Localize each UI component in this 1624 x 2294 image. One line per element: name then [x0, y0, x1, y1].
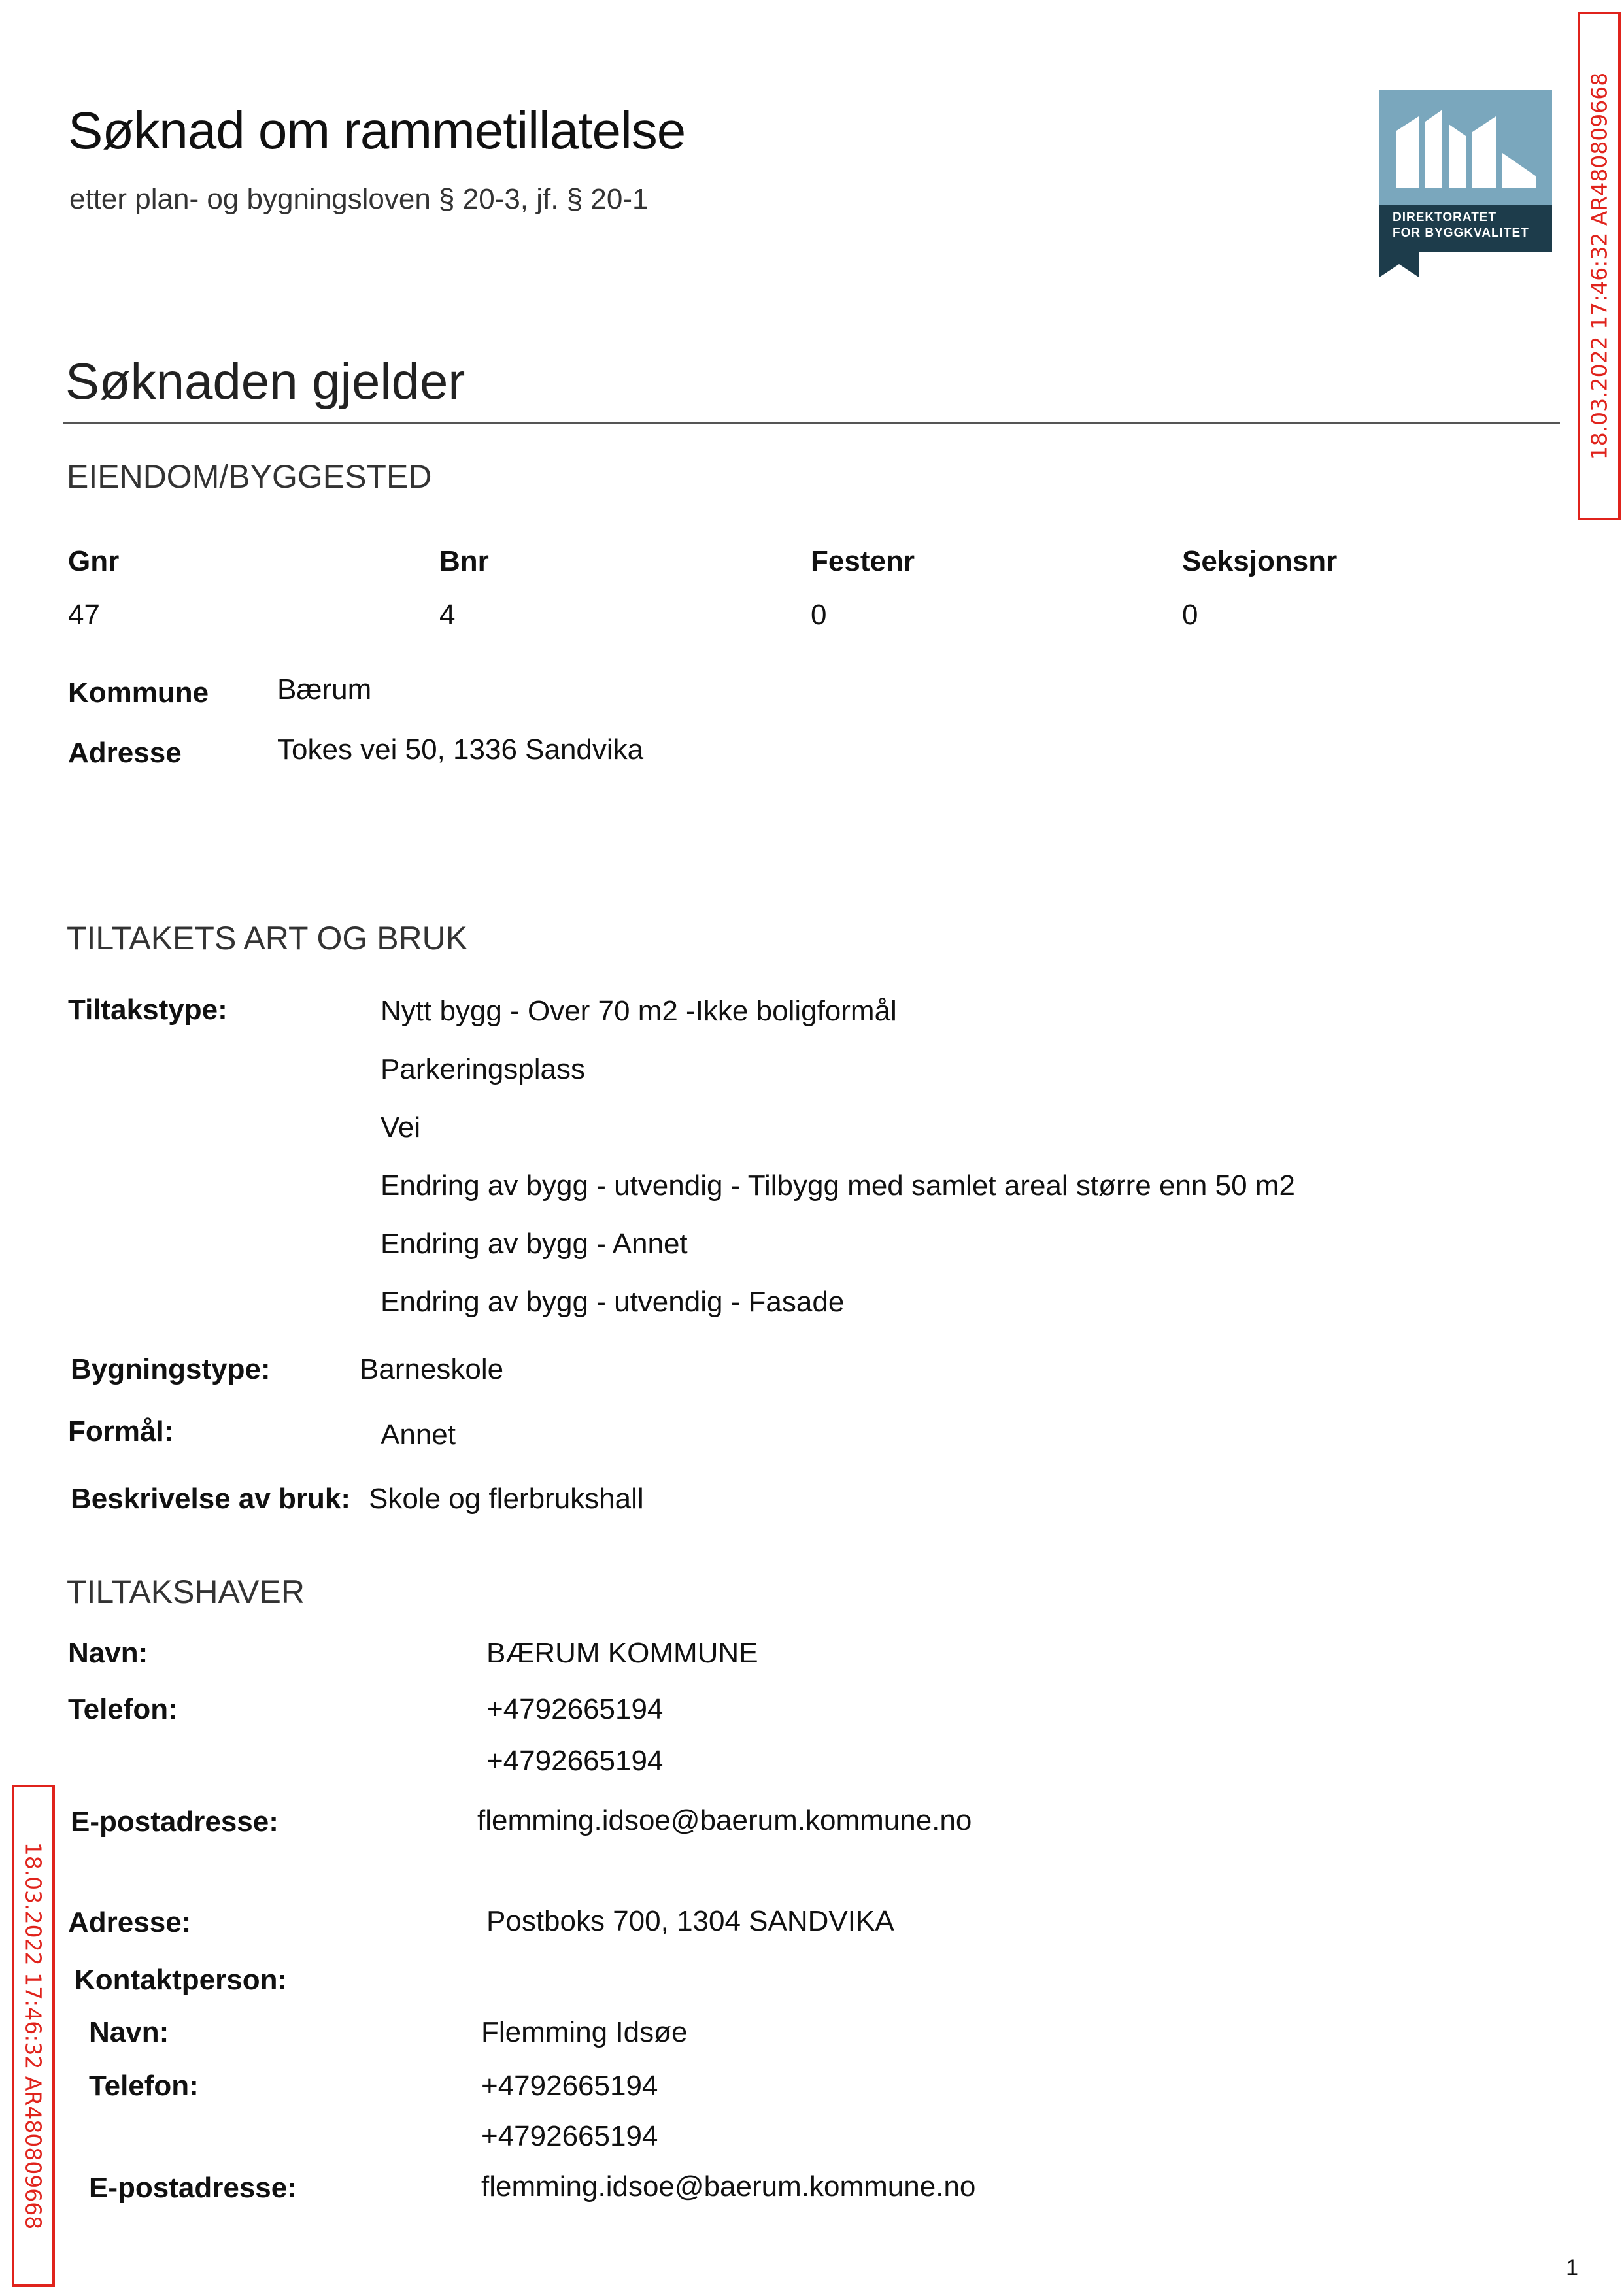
festenr-value: 0 — [811, 599, 827, 631]
kontaktperson-label: Kontaktperson: — [75, 1964, 288, 1996]
section-divider — [63, 422, 1560, 424]
kontakt-epost-label: E-postadresse: — [89, 2172, 297, 2204]
archive-stamp-bottom — [12, 1785, 55, 2287]
festenr-label: Festenr — [811, 545, 915, 577]
tiltakstype-item: Endring av bygg - utvendig - Tilbygg med samlet areal større enn 50 m2 — [381, 1170, 1295, 1202]
tiltakstype-item: Endring av bygg - utvendig - Fasade — [381, 1286, 845, 1318]
kontakt-navn-value: Flemming Idsøe — [481, 2016, 688, 2048]
tiltakstype-item: Parkeringsplass — [381, 1053, 586, 1085]
section-title: Søknaden gjelder — [65, 352, 465, 410]
kontakt-navn-label: Navn: — [89, 2016, 169, 2048]
tiltakshaver-telefon1: +4792665194 — [486, 1693, 664, 1725]
document-subtitle: etter plan- og bygningsloven § 20-3, jf. § 20-1 — [69, 183, 649, 215]
tiltakshaver-navn-value: BÆRUM KOMMUNE — [486, 1637, 758, 1669]
bygningstype-value: Barneskole — [360, 1353, 504, 1385]
beskrivelse-label: Beskrivelse av bruk: — [71, 1483, 351, 1515]
gnr-label: Gnr — [68, 545, 120, 577]
seksjonsnr-label: Seksjonsnr — [1182, 545, 1338, 577]
bnr-value: 4 — [439, 599, 456, 631]
beskrivelse-value: Skole og flerbrukshall — [369, 1483, 644, 1515]
tiltakshaver-heading: TILTAKSHAVER — [67, 1574, 305, 1610]
page-number: 1 — [1566, 2255, 1578, 2280]
kommune-label: Kommune — [68, 677, 209, 709]
dibk-logo-graphic — [1379, 90, 1552, 277]
bygningstype-label: Bygningstype: — [71, 1353, 271, 1385]
tiltakstype-item: Nytt bygg - Over 70 m2 -Ikke boligformål — [381, 995, 897, 1027]
kontakt-telefon2: +4792665194 — [481, 2120, 658, 2152]
adresse-value: Tokes vei 50, 1336 Sandvika — [277, 734, 644, 766]
tiltakstype-item: Vei — [381, 1111, 421, 1143]
kontakt-telefon1: +4792665194 — [481, 2070, 658, 2102]
kontakt-telefon-label: Telefon: — [89, 2070, 199, 2102]
tiltakstype-label: Tiltakstype: — [68, 994, 228, 1026]
tiltak-heading: TILTAKETS ART OG BRUK — [67, 920, 468, 956]
seksjonsnr-value: 0 — [1182, 599, 1198, 631]
adresse-label: Adresse — [68, 737, 182, 769]
archive-stamp-top-text: 18.03.2022 17:46:32 AR480809668 — [1586, 72, 1612, 460]
bnr-label: Bnr — [439, 545, 489, 577]
tiltakshaver-epost-value: flemming.idsoe@baerum.kommune.no — [477, 1804, 972, 1836]
logo-text-line1: DIREKTORATET — [1393, 211, 1497, 224]
kontakt-epost-value: flemming.idsoe@baerum.kommune.no — [481, 2170, 976, 2202]
formal-value: Annet — [381, 1419, 456, 1451]
logo-text-line2: FOR BYGGKVALITET — [1393, 226, 1529, 240]
dibk-logo — [1379, 90, 1552, 277]
archive-stamp-top — [1578, 12, 1621, 520]
archive-stamp-bottom-text: 18.03.2022 17:46:32 AR480809668 — [20, 1842, 46, 2230]
tiltakshaver-navn-label: Navn: — [68, 1637, 148, 1669]
tiltakstype-item: Endring av bygg - Annet — [381, 1228, 688, 1260]
tiltakshaver-adresse-value: Postboks 700, 1304 SANDVIKA — [486, 1905, 894, 1937]
kommune-value: Bærum — [277, 673, 372, 705]
tiltakshaver-telefon-label: Telefon: — [68, 1693, 178, 1725]
tiltakshaver-adresse-label: Adresse: — [68, 1906, 192, 1938]
tiltakshaver-telefon2: +4792665194 — [486, 1745, 664, 1777]
document-title: Søknad om rammetillatelse — [68, 101, 686, 160]
gnr-value: 47 — [68, 599, 100, 631]
formal-label: Formål: — [68, 1415, 174, 1447]
tiltakshaver-epost-label: E-postadresse: — [71, 1806, 279, 1838]
eiendom-heading: EIENDOM/BYGGESTED — [67, 458, 432, 495]
